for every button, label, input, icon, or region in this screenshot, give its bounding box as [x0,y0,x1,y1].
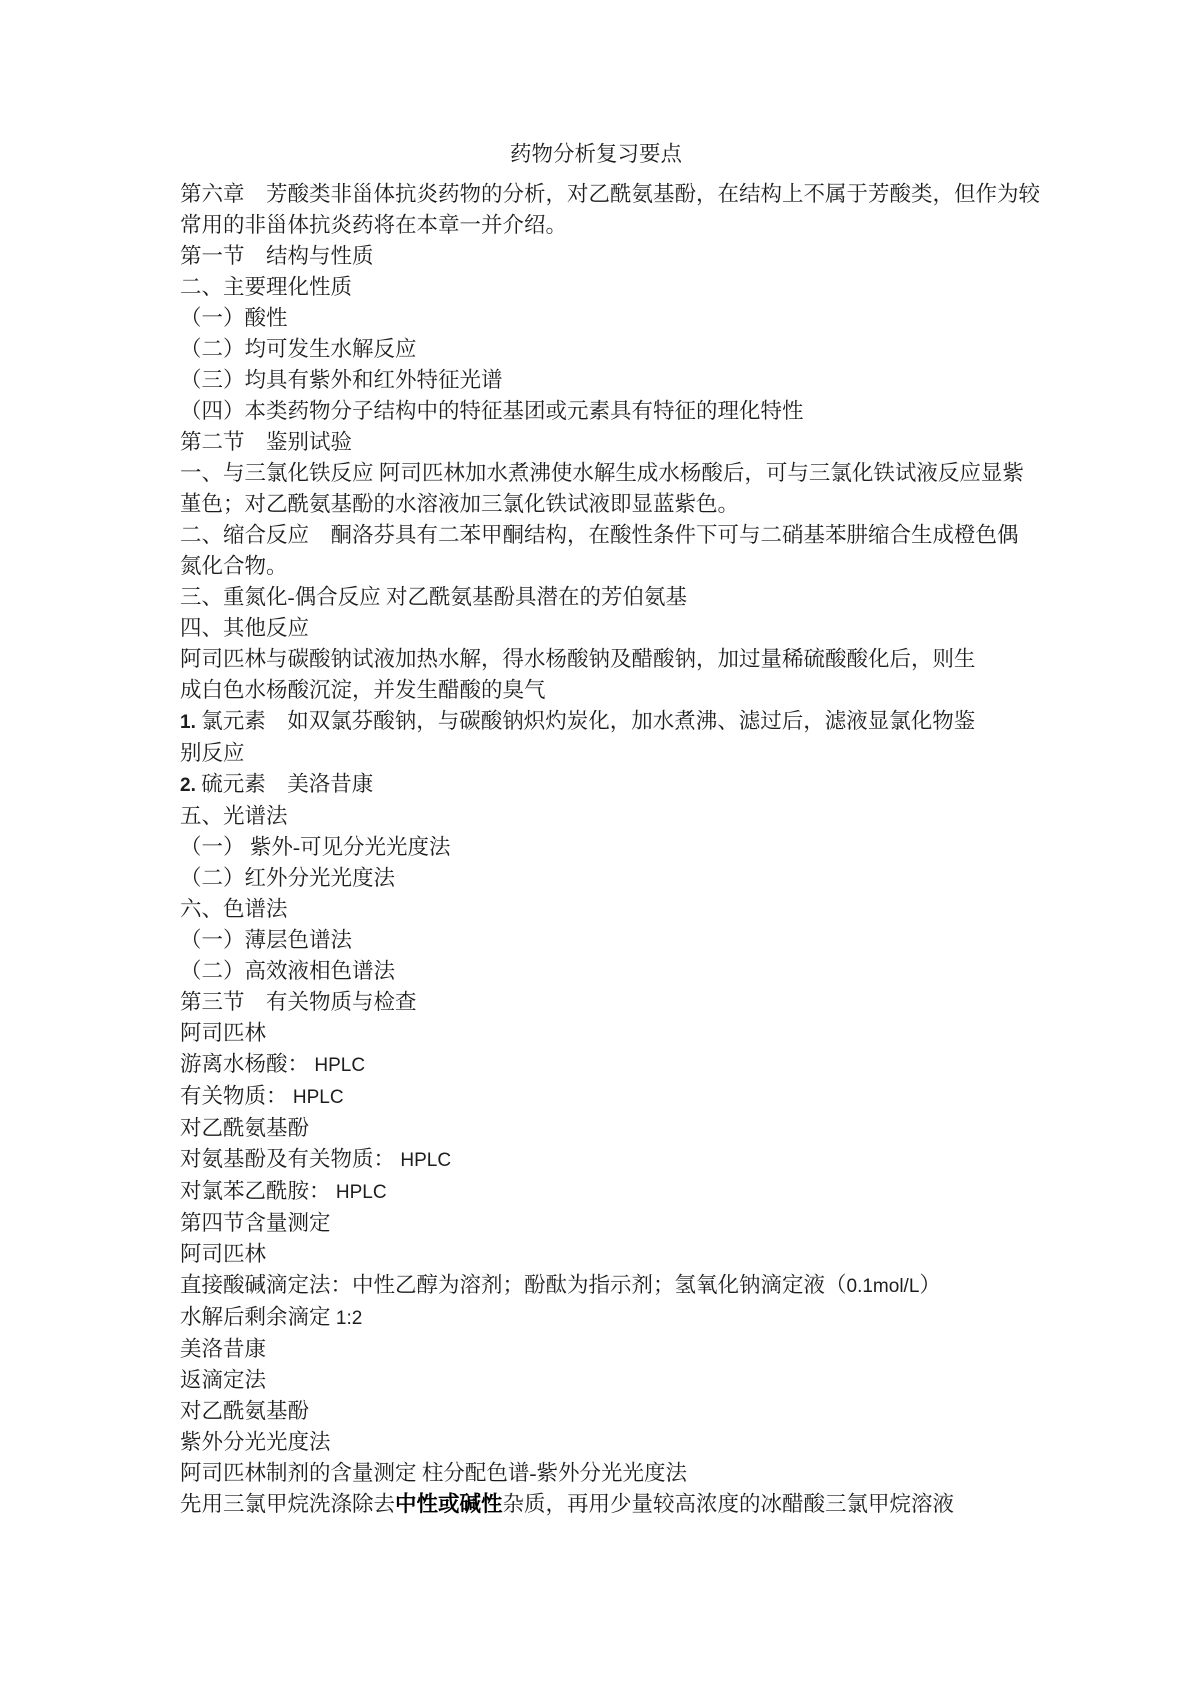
text-segment: （二）红外分光光度法 [180,866,396,890]
latin-text-segment: HPLC [335,1182,387,1203]
doc-line [180,644,1012,675]
doc-line [180,303,1012,334]
doc-line [180,894,1012,925]
text-segment: 第三节 有关物质与检查 [180,990,417,1014]
text-segment: 二、缩合反应 酮洛芬具有二苯甲酮结构，在酸性条件下可与二硝基苯肼缩合生成橙色偶 [180,523,1019,547]
text-segment: 四、其他反应 [180,616,310,640]
text-segment: （一）薄层色谱法 [180,928,353,952]
doc-line [180,1113,1012,1144]
doc-line [180,675,1012,706]
doc-line [180,1302,1012,1334]
doc-line [180,210,1012,241]
document-title: 药物分析复习要点 [509,142,682,166]
text-segment: 水解后剩余滴定 [180,1305,336,1329]
latin-text-segment: HPLC [292,1087,344,1108]
text-segment: 第一节 结构与性质 [180,244,374,268]
text-segment: 氮化合物。 [180,554,288,578]
doc-line [180,956,1012,987]
text-segment: 成白色水杨酸沉淀，并发生醋酸的臭气 [180,678,546,702]
doc-line [180,1144,1012,1176]
text-segment: （二）均可发生水解反应 [180,337,417,361]
doc-line [180,738,1012,769]
doc-line [180,1489,1012,1520]
text-segment: ） [919,1273,941,1297]
doc-line [180,551,1012,582]
text-segment: （四）本类药物分子结构中的特征基团或元素具有特征的理化特性 [180,399,804,423]
text-segment: （三）均具有紫外和红外特征光谱 [180,368,503,392]
latin-text-segment: 2. [180,775,196,796]
text-segment: 常用的非甾体抗炎药将在本章一并介绍。 [180,213,568,237]
doc-line [180,987,1012,1018]
text-segment: 对氨基酚及有关物质： [180,1147,401,1171]
doc-line [180,179,1041,210]
text-segment: 堇色；对乙酰氨基酚的水溶液加三氯化铁试液即显蓝紫色。 [180,492,740,516]
text-segment: 六、色谱法 [180,897,288,921]
doc-line [180,613,1012,644]
text-segment: 对乙酰氨基酚 [180,1399,310,1423]
doc-line [180,489,1012,520]
doc-line [180,520,1019,551]
text-segment: 五、光谱法 [180,804,288,828]
latin-text-segment: HPLC [400,1150,452,1171]
doc-line [180,1270,1012,1302]
text-segment: （一） 紫外-可见分光光度法 [180,835,451,859]
text-segment: 有关物质： [180,1084,293,1108]
text-segment: 硫元素 美洛昔康 [195,772,374,796]
doc-line [180,1208,1012,1239]
doc-line [180,458,1024,489]
text-segment: 阿司匹林制剂的含量测定 柱分配色谱-紫外分光光度法 [180,1461,688,1485]
doc-line [180,334,1012,365]
doc-line [180,1018,1012,1049]
doc-line [180,1081,1012,1113]
doc-line [180,427,1012,458]
text-segment: 阿司匹林 [180,1242,267,1266]
text-segment: 第二节 鉴别试验 [180,430,353,454]
doc-line [180,801,1012,832]
text-segment: 对乙酰氨基酚 [180,1116,310,1140]
text-segment: 阿司匹林 [180,1021,267,1045]
text-segment: （一）酸性 [180,306,288,330]
bold-text-segment: 中性或碱性 [395,1492,503,1516]
text-segment: 先用三氯甲烷洗涤除去 [180,1492,396,1516]
latin-text-segment: 1:2 [335,1308,363,1329]
doc-line [180,272,1012,303]
doc-line [180,1049,1012,1081]
text-segment: （二）高效液相色谱法 [180,959,396,983]
text-segment: 氯元素 如双氯芬酸钠，与碳酸钠炽灼炭化，加水煮沸、滤过后，滤液显氯化物鉴 [195,709,976,733]
doc-line [180,1176,1012,1208]
text-segment: 直接酸碱滴定法：中性乙醇为溶剂；酚酞为指示剂；氢氧化钠滴定液（ [180,1273,847,1297]
doc-line [180,863,1012,894]
latin-text-segment: 1. [180,712,196,733]
doc-line [180,365,1012,396]
text-segment: 对氯苯乙酰胺： [180,1179,336,1203]
doc-line [180,769,1012,801]
text-segment: 返滴定法 [180,1368,267,1392]
text-segment: 杂质，再用少量较高浓度的冰醋酸三氯甲烷溶液 [502,1492,955,1516]
text-segment: 三、重氮化-偶合反应 对乙酰氨基酚具潜在的芳伯氨基 [180,585,688,609]
latin-text-segment: 0.1mol/L [846,1276,920,1297]
text-segment: 美洛昔康 [180,1337,267,1361]
doc-line [180,1334,1012,1365]
text-segment: 紫外分光光度法 [180,1430,331,1454]
text-segment: 第四节含量测定 [180,1211,331,1235]
doc-line [180,706,1012,738]
text-segment: 阿司匹林与碳酸钠试液加热水解，得水杨酸钠及醋酸钠，加过量稀硫酸酸化后，则生 [180,647,976,671]
document-lines [180,179,1041,1520]
doc-line [180,396,1012,427]
doc-line [180,832,1012,863]
latin-text-segment: HPLC [314,1055,366,1076]
text-segment: 二、主要理化性质 [180,275,353,299]
text-segment: 游离水杨酸： [180,1052,315,1076]
doc-line [180,582,1012,613]
doc-line [180,1239,1012,1270]
text-segment: 别反应 [180,741,245,765]
text-segment: 第六章 芳酸类非甾体抗炎药物的分析，对乙酰氨基酚，在结构上不属于芳酸类，但作为较 [180,182,1041,206]
doc-line [180,925,1012,956]
doc-line [180,1427,1012,1458]
doc-line [180,1458,1012,1489]
doc-line [180,1365,1012,1396]
text-segment: 一、与三氯化铁反应 阿司匹林加水煮沸使水解生成水杨酸后，可与三氯化铁试液反应显紫 [180,461,1024,485]
doc-line [180,241,1012,272]
doc-line [180,1396,1012,1427]
